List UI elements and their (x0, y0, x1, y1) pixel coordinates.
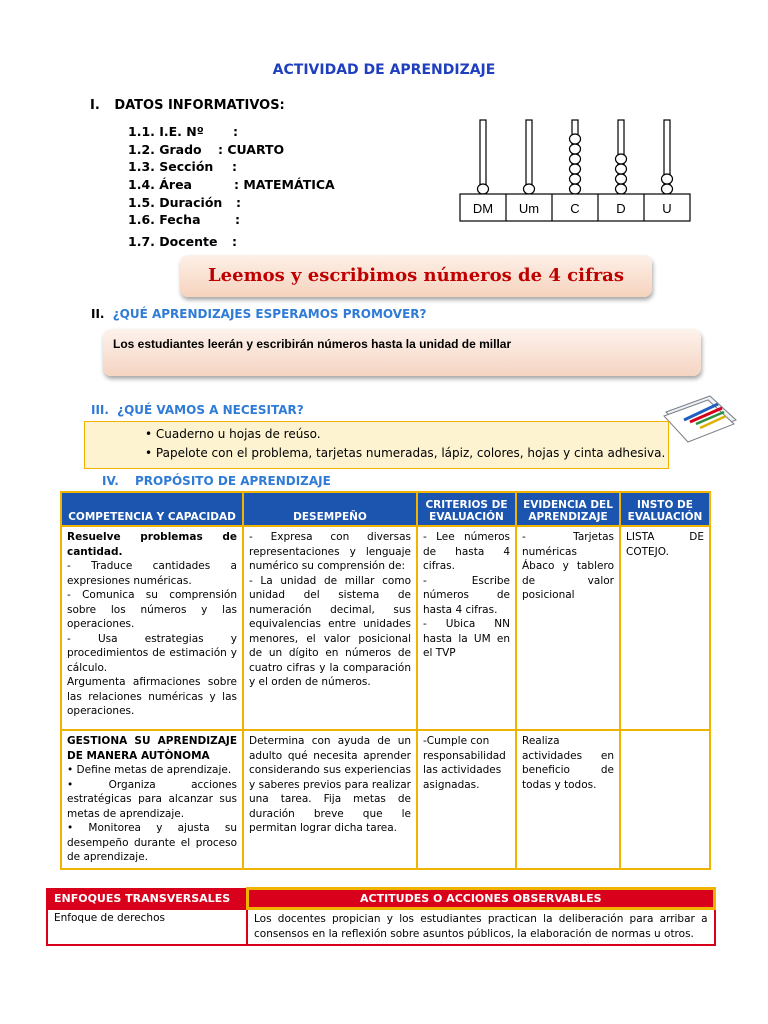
info-label: 1.3. Sección (128, 159, 214, 174)
learning-goal-box (103, 329, 701, 376)
enfoques-header: ENFOQUES TRANSVERSALES (47, 889, 247, 909)
capacidad-item: - Usa estrategias y procedimientos de estimación y cálculo. (67, 632, 237, 674)
abacus-rod (526, 120, 532, 194)
abacus-rods (478, 120, 673, 194)
materials-item: • Papelote con el problema, tarjetas numeradas, lápiz, colores, hojas y cinta adhesiva. (145, 446, 666, 460)
abacus-bead (570, 174, 581, 184)
abacus-bead (570, 184, 581, 194)
section-2-number: II. (91, 307, 105, 321)
capacidad-item: - Comunica su comprensión sobre los números y las operaciones. (67, 589, 237, 630)
desempeno-item: - La unidad de millar como unidad del sistema de numeración decimal, sus equivalencias entre unidades menores, el valor posicional de un dígito en números de cuatro cifras y la comparación y el orden de números. (249, 574, 411, 688)
evidencia-text: Realiza actividades en beneficio de todas y todos. (522, 735, 614, 791)
info-row-seccion (128, 159, 237, 174)
capacidad-item: • Organiza acciones estratégicas para alcanzar sus metas de aprendizaje. (67, 778, 238, 820)
capacidad-item: Argumenta afirmaciones sobre las relaciones numéricas y las operaciones. (67, 676, 237, 717)
instrumento-cell (620, 526, 710, 730)
instrumento-cell (620, 730, 710, 869)
abacus-label: DM (472, 201, 494, 216)
papers-pencils-icon (660, 390, 740, 446)
info-value: : (233, 124, 238, 139)
abacus-bead (662, 184, 673, 194)
section-3-heading (91, 403, 304, 417)
abacus-bead (616, 154, 627, 164)
info-row-ie (128, 124, 238, 139)
desempeno-item: - Expresa con diversas representaciones y lenguaje numérico su comprensión de: (249, 531, 411, 572)
info-row-docente (128, 234, 237, 249)
competencia-title: Resuelve problemas de cantidad. (67, 531, 237, 558)
info-row-area (128, 177, 335, 192)
page-title: ACTIVIDAD DE APRENDIZAJE (272, 62, 496, 78)
evidencia-cell (516, 526, 620, 730)
section-3-number: III. (91, 403, 109, 417)
info-value: : (235, 212, 240, 227)
abacus-bead (616, 184, 627, 194)
desempeno-cell (243, 730, 417, 869)
info-label: 1.6. Fecha (128, 212, 201, 227)
info-value: : (232, 234, 237, 249)
actitudes-header: ACTITUDES O ACCIONES OBSERVABLES (247, 889, 715, 909)
learning-goal-text: Los estudiantes leerán y escribirán números hasta la unidad de millar (113, 337, 512, 351)
section-2-heading (91, 307, 427, 321)
abacus-bead (570, 164, 581, 174)
abacus-label: D (616, 201, 626, 216)
competencia-title: GESTIONA SU APRENDIZAJE DE MANERA AUTÒNOMA (67, 735, 237, 762)
header-instrumento: INSTO DE EVALUACIÓN (620, 492, 710, 526)
info-value: : CUARTO (218, 142, 285, 157)
evidencia-item: Ábaco y tablero de valor posicional (522, 560, 614, 601)
info-row-duracion (128, 195, 241, 210)
info-label: 1.4. Área (128, 177, 192, 192)
info-label: 1.7. Docente (128, 234, 218, 249)
header-competencia: COMPETENCIA Y CAPACIDAD (61, 492, 243, 526)
criterio-text: -Cumple con responsabilidad las actividades asignadas. (423, 735, 506, 791)
section-4-number: IV. (102, 474, 119, 488)
section-4-label: PROPÓSITO DE APRENDIZAJE (134, 474, 331, 488)
abacus-bead (524, 184, 535, 194)
section-2-label: ¿QUÉ APRENDIZAJES ESPERAMOS PROMOVER? (112, 307, 427, 321)
table-row (61, 526, 710, 730)
info-value: : MATEMÁTICA (234, 177, 335, 192)
table-row (61, 730, 710, 869)
criterio-item: - Lee números de hasta 4 cifras. (423, 531, 510, 572)
criterios-cell (417, 526, 516, 730)
table-header-row (61, 492, 710, 526)
info-value: : (236, 195, 241, 210)
desempeno-cell (243, 526, 417, 730)
abacus-label: C (570, 201, 580, 216)
materials-item: • Cuaderno u hojas de reúso. (145, 427, 321, 441)
section-4-heading (102, 474, 331, 488)
enfoques-table (46, 887, 716, 946)
criterios-cell (417, 730, 516, 869)
abacus-bead (616, 164, 627, 174)
abacus-bead (570, 154, 581, 164)
info-row-grado (128, 142, 285, 157)
abacus-bead (570, 134, 581, 144)
capacidad-item: - Traduce cantidades a expresiones numéricas. (67, 560, 237, 587)
header-desempeno: DESEMPEÑO (243, 492, 417, 526)
enfoques-header-row (47, 889, 715, 909)
section-1-number: I. (90, 98, 100, 113)
enfoque-name: Enfoque de derechos (47, 909, 247, 946)
info-value: : (232, 159, 237, 174)
section-1-label: DATOS INFORMATIVOS: (114, 98, 285, 113)
info-label: 1.1. I.E. Nº (128, 124, 204, 139)
section-3-label: ¿QUÉ VAMOS A NECESITAR? (117, 403, 304, 417)
header-evidencia: EVIDENCIA DEL APRENDIZAJE (516, 492, 620, 526)
criterio-item: - Ubica NN hasta la UM en el TVP (423, 618, 510, 659)
abacus-bead (478, 184, 489, 194)
info-row-fecha (128, 212, 240, 227)
instrumento-text: LISTA DE COTEJO. (626, 531, 704, 558)
materials-box (84, 421, 669, 469)
section-1-heading (90, 98, 285, 113)
evidencia-item: - Tarjetas numéricas (522, 531, 614, 558)
desempeno-text: Determina con ayuda de un adulto qué necesita aprender considerando sus experiencias y saberes previos para realizar una tarea. Fija metas de duración breve que le permitan lograr dicha tarea. (249, 735, 411, 834)
info-label: 1.5. Duración (128, 195, 223, 210)
info-label: 1.2. Grado (128, 142, 202, 157)
abacus-illustration (458, 118, 698, 226)
enfoque-actitudes: Los docentes propician y los estudiantes practican la deliberación para arribar a consensos en la reflexión sobre asuntos públicos, la elaboración de normas u otros. (247, 909, 715, 946)
competencia-cell (61, 730, 243, 869)
learning-purpose-table (60, 491, 711, 870)
abacus-label: Um (518, 201, 540, 216)
evidencia-cell (516, 730, 620, 869)
capacidad-item: • Define metas de aprendizaje. (67, 764, 232, 776)
abacus-bead (616, 174, 627, 184)
abacus-rod (480, 120, 486, 194)
criterio-item: - Escribe números de hasta 4 cifras. (423, 574, 510, 616)
abacus-label: U (662, 201, 672, 216)
table-row (47, 909, 715, 946)
abacus-bead (570, 144, 581, 154)
activity-banner: Leemos y escribimos números de 4 cifras (180, 255, 652, 297)
abacus-bead (662, 174, 673, 184)
header-criterios: CRITERIOS DE EVALUACIÓN (417, 492, 516, 526)
competencia-cell (61, 526, 243, 730)
capacidad-item: • Monitorea y ajusta su desempeño durante el proceso de aprendizaje. (67, 822, 237, 863)
